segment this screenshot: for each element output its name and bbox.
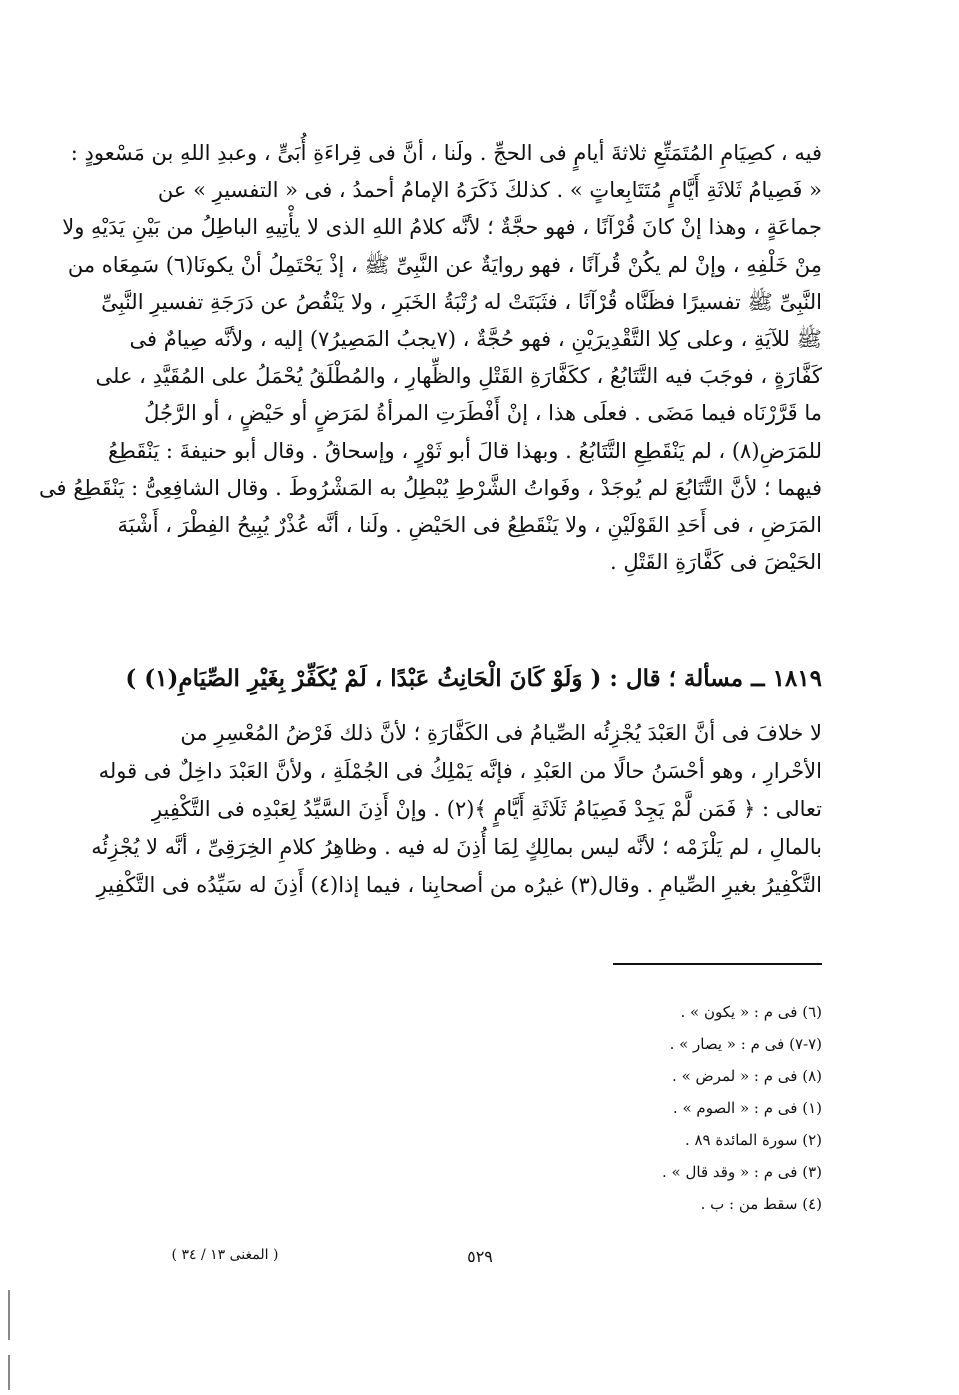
- text-line: التَّكْفِيرُ بغيرِ الصِّيامِ . وقال(٣) غيرُه من أصحابِنا ، فيما إذا(٤) أَذِنَ له سَيِّدُه فى التَّكْفِيرِ: [96, 873, 822, 897]
- volume-reference: ( المغنى ١٣ / ٣٤ ): [171, 1247, 279, 1263]
- page-number: ٥٢٩: [467, 1247, 493, 1266]
- text-line: جماعَةٍ ، وهذا إنْ كانَ قُرْآنًا ، فهو حجَّةٌ ؛ لأنَّه كلامُ اللهِ الذى لا يأْتِيهِ الباطِلُ من بَيْنِ يَدَيْهِ ولا: [62, 215, 822, 240]
- issue-heading: ١٨١٩ ــ مسألة ؛ قال : ( وَلَوْ كَانَ الْحَانِثُ عَبْدًا ، لَمْ يُكَفِّرْ بِغَيْرِ الصِّيَامِ(١) ): [125, 665, 822, 692]
- footnote: (٤) سقط من : ب .: [700, 1195, 822, 1213]
- footnote: (٧-٧) فى م : « يصار » .: [669, 1035, 822, 1053]
- scan-margin-mark: [8, 1355, 10, 1390]
- footnote: (٢) سورة المائدة ٨٩ .: [684, 1131, 822, 1149]
- text-line: الحَيْضَ فى كَفَّارَةِ القَتْلِ .: [609, 550, 822, 575]
- text-line: ما قَرَّرْنَاه فيما مَضَى . فعلَى هذا ، إنْ أَفْطَرَتِ المرأةُ لمَرَضٍ أو حَيْضٍ ، أو الرَّجُلُ: [144, 401, 822, 426]
- footnote: (٦) فى م : « يكون » .: [680, 1003, 822, 1021]
- text-line: الأحْرارِ ، وهو أحْسَنُ حالًا من العَبْدِ ، فإنَّه يَمْلِكُ فى الجُمْلَةِ ، ولأنَّ العَبْدَ داخِلٌ فى قوله: [98, 759, 822, 783]
- text-line: ﷺ للآيَةِ ، وعلى كِلا التَّقْدِيرَيْنِ ، فهو حُجَّةٌ ، (٧يجبُ المَصِيرُ٧) إليه ، ولأنَّه صِيامٌ فى: [129, 326, 822, 351]
- footnotes: [662, 996, 822, 1220]
- footnote: (١) فى م : « الصوم » .: [672, 1099, 822, 1117]
- text-line: فيهما ؛ لأنَّ التَّتَابُعَ لم يُوجَدْ ، وفَواتُ الشَّرْطِ يُبْطِلُ به المَشْرُوطَ . وقال الشافِعِىُّ : يَنْقَطِعُ فى: [39, 475, 822, 500]
- text-line: تعالى : ﴿ فَمَن لَّمْ يَجِدْ فَصِيَامُ ثَلَاثَةِ أَيَّامٍ ﴾(٢) . وإنْ أَذِنَ السَّيِّدُ لِعَبْدِه فى التَّكْفِيرِ: [151, 797, 822, 821]
- text-line: كَفَّارَةٍ ، فوجَبَ فيه التَّتَابُعُ ، ككَفَّارَةِ القَتْلِ والظِّهارِ ، والمُطْلَقُ يُحْمَلُ على المُقَيَّدِ ، على: [95, 364, 822, 389]
- scan-margin-mark: [8, 1290, 10, 1340]
- text-line: فيه ، كصِيَامِ المُتَمَتِّعِ ثلاثةَ أيامٍ فى الحجِّ . ولَنا ، أنَّ فى قِراءَةِ أُبَىٍّ ، وعبدِ اللهِ بن مَسْعودٍ :: [70, 141, 822, 165]
- text-line: المَرَضِ ، فى أَحَدِ القَوْلَيْنِ ، ولا يَنْقَطِعُ فى الحَيْضِ . ولَنا ، أنَّه عُذْرٌ يُبِيحُ الفِطْرَ ، أَشْبَهَ: [117, 512, 822, 537]
- text-line: لا خلافَ فى أنَّ العَبْدَ يُجْزِئُه الصِّيامُ فى الكَفَّارَةِ ؛ لأنَّ ذلك فَرْضُ المُعْسِرِ من: [180, 721, 822, 745]
- text-line: « فَصِيامُ ثَلاثَةِ أَيَّامٍ مُتَتَابِعاتٍ » . كذلكَ ذَكَرَهُ الإمامُ أحمدُ ، فى « التفسيرِ » عن: [157, 178, 822, 203]
- main-paragraph: [39, 135, 822, 581]
- issue-paragraph: [91, 714, 822, 904]
- text-line: للمَرَضِ(٨) ، لم يَنْقَطِعِ التَّتَابُعُ . وبهذا قالَ أبو ثَوْرٍ ، وإسحاقُ . وقال أبو حنيفةَ : يَنْقَطِعُ: [107, 438, 822, 463]
- text-line: بالمالِ ، لم يَلْزَمْه ؛ لأنَّه ليس بمالِكٍ لِمَا أُذِنَ له فيه . وظاهِرُ كلامِ الخِرَقِىِّ ، أنَّه لا يُجْزِئُه: [91, 835, 822, 859]
- footnote: (٨) فى م : « لمرض » .: [672, 1067, 822, 1085]
- text-line: النَّبِىِّ ﷺ تفسيرًا فظَنَّاه قُرْآنًا ، فثَبَتَتْ له رُتْبَةُ الخَبَرِ ، ولا يَنْقُصُ عن دَرَجَةِ تفسيرِ النَّبِىِّ: [101, 289, 822, 314]
- footnote: (٣) فى م : « وقد قال » .: [662, 1163, 822, 1181]
- text-line: مِنْ خَلْفِهِ ، وإنْ لم يكُنْ قُرآنًا ، فهو روايَةٌ عن النَّبِىِّ ﷺ ، إذْ يَحْتَمِلُ أنْ يكونَا(٦) سَمِعَاه من: [67, 252, 822, 277]
- footnote-separator: [613, 963, 822, 965]
